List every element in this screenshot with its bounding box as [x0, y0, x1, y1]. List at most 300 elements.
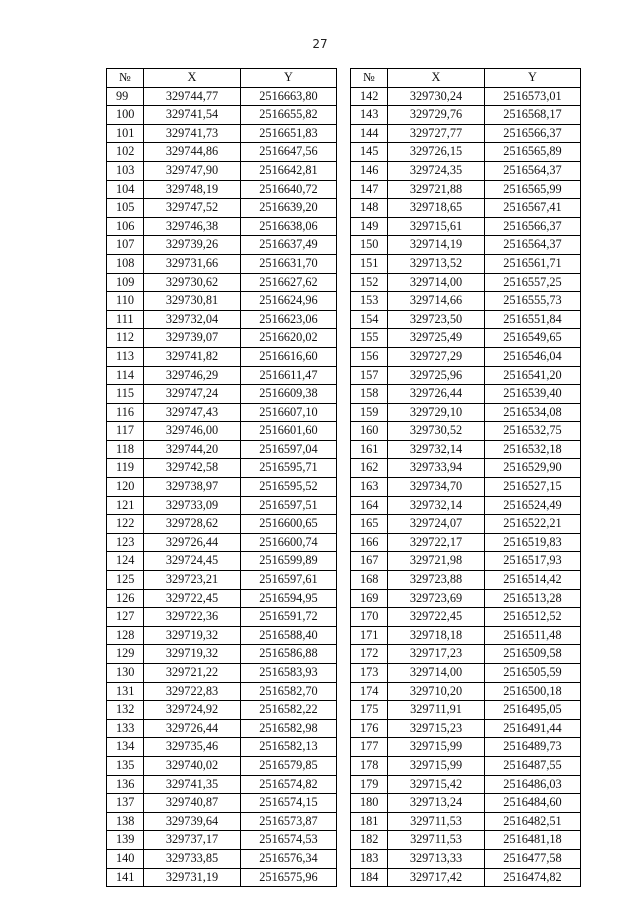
column-gap [337, 701, 351, 720]
right-point-number: 177 [351, 738, 388, 757]
left-x-coordinate: 329730,81 [144, 292, 241, 311]
column-gap [337, 626, 351, 645]
left-y-coordinate: 2516595,71 [241, 459, 337, 478]
header-number-left: № [107, 69, 144, 88]
right-point-number: 158 [351, 385, 388, 404]
right-x-coordinate: 329725,49 [388, 329, 485, 348]
right-y-coordinate: 2516568,17 [485, 106, 581, 125]
right-x-coordinate: 329726,15 [388, 143, 485, 162]
right-y-coordinate: 2516487,55 [485, 756, 581, 775]
left-x-coordinate: 329730,62 [144, 273, 241, 292]
right-y-coordinate: 2516484,60 [485, 794, 581, 813]
right-x-coordinate: 329718,65 [388, 199, 485, 218]
table-row [107, 664, 581, 683]
column-gap [337, 515, 351, 534]
right-y-coordinate: 2516567,41 [485, 199, 581, 218]
right-x-coordinate: 329723,50 [388, 310, 485, 329]
column-gap [337, 794, 351, 813]
left-x-coordinate: 329744,20 [144, 440, 241, 459]
table-row [107, 292, 581, 311]
column-gap [337, 403, 351, 422]
left-x-coordinate: 329733,09 [144, 496, 241, 515]
left-point-number: 132 [107, 701, 144, 720]
right-x-coordinate: 329730,52 [388, 422, 485, 441]
column-gap [337, 217, 351, 236]
left-x-coordinate: 329722,83 [144, 682, 241, 701]
right-y-coordinate: 2516566,37 [485, 124, 581, 143]
column-gap [337, 459, 351, 478]
right-y-coordinate: 2516511,48 [485, 626, 581, 645]
left-x-coordinate: 329731,66 [144, 254, 241, 273]
left-point-number: 135 [107, 756, 144, 775]
right-y-coordinate: 2516564,37 [485, 236, 581, 255]
left-point-number: 100 [107, 106, 144, 125]
right-point-number: 183 [351, 849, 388, 868]
left-x-coordinate: 329741,35 [144, 775, 241, 794]
left-point-number: 113 [107, 347, 144, 366]
table-row [107, 161, 581, 180]
coordinates-table [106, 68, 581, 887]
table-row [107, 273, 581, 292]
left-y-coordinate: 2516627,62 [241, 273, 337, 292]
left-y-coordinate: 2516639,20 [241, 199, 337, 218]
right-y-coordinate: 2516500,18 [485, 682, 581, 701]
right-point-number: 149 [351, 217, 388, 236]
column-gap [337, 124, 351, 143]
right-x-coordinate: 329717,42 [388, 868, 485, 887]
table-row [107, 254, 581, 273]
table-row [107, 478, 581, 497]
left-point-number: 137 [107, 794, 144, 813]
column-gap [337, 440, 351, 459]
left-point-number: 130 [107, 664, 144, 683]
left-y-coordinate: 2516616,60 [241, 347, 337, 366]
right-x-coordinate: 329724,07 [388, 515, 485, 534]
right-x-coordinate: 329723,88 [388, 571, 485, 590]
right-x-coordinate: 329714,00 [388, 664, 485, 683]
header-y-right: Y [485, 69, 581, 88]
right-x-coordinate: 329727,77 [388, 124, 485, 143]
right-x-coordinate: 329715,99 [388, 756, 485, 775]
right-y-coordinate: 2516505,59 [485, 664, 581, 683]
left-point-number: 140 [107, 849, 144, 868]
table-row [107, 310, 581, 329]
right-point-number: 159 [351, 403, 388, 422]
right-x-coordinate: 329721,88 [388, 180, 485, 199]
header-x-left: X [144, 69, 241, 88]
column-gap [337, 645, 351, 664]
column-gap [337, 831, 351, 850]
left-x-coordinate: 329747,90 [144, 161, 241, 180]
header-x-right: X [388, 69, 485, 88]
column-gap [337, 478, 351, 497]
table-row [107, 180, 581, 199]
table-row [107, 106, 581, 125]
right-point-number: 157 [351, 366, 388, 385]
right-point-number: 172 [351, 645, 388, 664]
left-x-coordinate: 329724,92 [144, 701, 241, 720]
table-body [107, 87, 581, 887]
left-x-coordinate: 329746,29 [144, 366, 241, 385]
left-x-coordinate: 329742,58 [144, 459, 241, 478]
table-row [107, 87, 581, 106]
right-x-coordinate: 329730,24 [388, 87, 485, 106]
table-row [107, 347, 581, 366]
right-x-coordinate: 329713,24 [388, 794, 485, 813]
left-y-coordinate: 2516588,40 [241, 626, 337, 645]
left-point-number: 102 [107, 143, 144, 162]
column-gap [337, 496, 351, 515]
left-y-coordinate: 2516647,56 [241, 143, 337, 162]
left-x-coordinate: 329747,52 [144, 199, 241, 218]
right-y-coordinate: 2516514,42 [485, 571, 581, 590]
left-y-coordinate: 2516576,34 [241, 849, 337, 868]
left-point-number: 125 [107, 571, 144, 590]
column-gap [337, 756, 351, 775]
column-gap [337, 738, 351, 757]
right-x-coordinate: 329715,61 [388, 217, 485, 236]
right-y-coordinate: 2516477,58 [485, 849, 581, 868]
right-y-coordinate: 2516524,49 [485, 496, 581, 515]
column-gap [337, 589, 351, 608]
right-x-coordinate: 329727,29 [388, 347, 485, 366]
left-x-coordinate: 329746,38 [144, 217, 241, 236]
left-x-coordinate: 329739,26 [144, 236, 241, 255]
right-y-coordinate: 2516481,18 [485, 831, 581, 850]
column-gap [337, 69, 351, 88]
left-x-coordinate: 329738,97 [144, 478, 241, 497]
table-row [107, 719, 581, 738]
left-x-coordinate: 329719,32 [144, 645, 241, 664]
left-x-coordinate: 329741,82 [144, 347, 241, 366]
left-point-number: 117 [107, 422, 144, 441]
left-point-number: 111 [107, 310, 144, 329]
left-y-coordinate: 2516642,81 [241, 161, 337, 180]
right-point-number: 153 [351, 292, 388, 311]
right-x-coordinate: 329711,91 [388, 701, 485, 720]
column-gap [337, 106, 351, 125]
table-row [107, 385, 581, 404]
left-y-coordinate: 2516597,61 [241, 571, 337, 590]
column-gap [337, 849, 351, 868]
left-x-coordinate: 329744,86 [144, 143, 241, 162]
left-point-number: 101 [107, 124, 144, 143]
right-x-coordinate: 329711,53 [388, 831, 485, 850]
table-row [107, 496, 581, 515]
left-y-coordinate: 2516600,74 [241, 533, 337, 552]
right-point-number: 147 [351, 180, 388, 199]
left-point-number: 106 [107, 217, 144, 236]
right-x-coordinate: 329718,18 [388, 626, 485, 645]
column-gap [337, 161, 351, 180]
table-row [107, 533, 581, 552]
right-x-coordinate: 329723,69 [388, 589, 485, 608]
right-y-coordinate: 2516534,08 [485, 403, 581, 422]
right-y-coordinate: 2516489,73 [485, 738, 581, 757]
column-gap [337, 180, 351, 199]
table-row [107, 422, 581, 441]
table-row [107, 329, 581, 348]
right-y-coordinate: 2516527,15 [485, 478, 581, 497]
left-y-coordinate: 2516582,98 [241, 719, 337, 738]
left-y-coordinate: 2516582,70 [241, 682, 337, 701]
column-gap [337, 199, 351, 218]
left-y-coordinate: 2516574,15 [241, 794, 337, 813]
column-gap [337, 682, 351, 701]
right-point-number: 173 [351, 664, 388, 683]
right-x-coordinate: 329732,14 [388, 496, 485, 515]
left-point-number: 136 [107, 775, 144, 794]
right-point-number: 152 [351, 273, 388, 292]
right-x-coordinate: 329724,35 [388, 161, 485, 180]
left-point-number: 118 [107, 440, 144, 459]
column-gap [337, 868, 351, 887]
column-gap [337, 143, 351, 162]
left-x-coordinate: 329737,17 [144, 831, 241, 850]
left-y-coordinate: 2516623,06 [241, 310, 337, 329]
column-gap [337, 385, 351, 404]
right-y-coordinate: 2516517,93 [485, 552, 581, 571]
right-y-coordinate: 2516474,82 [485, 868, 581, 887]
right-y-coordinate: 2516546,04 [485, 347, 581, 366]
table-row [107, 124, 581, 143]
right-x-coordinate: 329722,17 [388, 533, 485, 552]
right-point-number: 148 [351, 199, 388, 218]
left-x-coordinate: 329741,73 [144, 124, 241, 143]
right-y-coordinate: 2516529,90 [485, 459, 581, 478]
left-point-number: 105 [107, 199, 144, 218]
right-point-number: 160 [351, 422, 388, 441]
column-gap [337, 273, 351, 292]
left-point-number: 109 [107, 273, 144, 292]
right-point-number: 161 [351, 440, 388, 459]
column-gap [337, 329, 351, 348]
right-y-coordinate: 2516555,73 [485, 292, 581, 311]
left-x-coordinate: 329723,21 [144, 571, 241, 590]
right-x-coordinate: 329711,53 [388, 812, 485, 831]
right-x-coordinate: 329721,98 [388, 552, 485, 571]
right-x-coordinate: 329715,42 [388, 775, 485, 794]
left-y-coordinate: 2516624,96 [241, 292, 337, 311]
left-y-coordinate: 2516620,02 [241, 329, 337, 348]
column-gap [337, 719, 351, 738]
right-y-coordinate: 2516565,89 [485, 143, 581, 162]
left-point-number: 110 [107, 292, 144, 311]
right-y-coordinate: 2516565,99 [485, 180, 581, 199]
right-point-number: 170 [351, 608, 388, 627]
table-row [107, 868, 581, 887]
table-row [107, 608, 581, 627]
header-y-left: Y [241, 69, 337, 88]
right-y-coordinate: 2516495,05 [485, 701, 581, 720]
right-point-number: 165 [351, 515, 388, 534]
left-point-number: 141 [107, 868, 144, 887]
left-x-coordinate: 329744,77 [144, 87, 241, 106]
column-gap [337, 422, 351, 441]
left-y-coordinate: 2516575,96 [241, 868, 337, 887]
left-x-coordinate: 329740,02 [144, 756, 241, 775]
table-row [107, 440, 581, 459]
column-gap [337, 664, 351, 683]
right-point-number: 162 [351, 459, 388, 478]
right-x-coordinate: 329734,70 [388, 478, 485, 497]
right-x-coordinate: 329715,99 [388, 738, 485, 757]
right-point-number: 175 [351, 701, 388, 720]
left-y-coordinate: 2516574,53 [241, 831, 337, 850]
right-y-coordinate: 2516573,01 [485, 87, 581, 106]
right-x-coordinate: 329713,33 [388, 849, 485, 868]
left-point-number: 108 [107, 254, 144, 273]
left-y-coordinate: 2516607,10 [241, 403, 337, 422]
left-y-coordinate: 2516638,06 [241, 217, 337, 236]
right-point-number: 144 [351, 124, 388, 143]
column-gap [337, 292, 351, 311]
left-y-coordinate: 2516574,82 [241, 775, 337, 794]
right-point-number: 150 [351, 236, 388, 255]
left-x-coordinate: 329726,44 [144, 719, 241, 738]
table-row [107, 701, 581, 720]
left-point-number: 116 [107, 403, 144, 422]
right-y-coordinate: 2516513,28 [485, 589, 581, 608]
left-point-number: 104 [107, 180, 144, 199]
right-x-coordinate: 329714,00 [388, 273, 485, 292]
right-x-coordinate: 329733,94 [388, 459, 485, 478]
left-point-number: 123 [107, 533, 144, 552]
left-y-coordinate: 2516631,70 [241, 254, 337, 273]
left-y-coordinate: 2516583,93 [241, 664, 337, 683]
left-point-number: 103 [107, 161, 144, 180]
table-row [107, 199, 581, 218]
right-point-number: 182 [351, 831, 388, 850]
column-gap [337, 254, 351, 273]
right-point-number: 178 [351, 756, 388, 775]
left-y-coordinate: 2516609,38 [241, 385, 337, 404]
table-row [107, 626, 581, 645]
left-x-coordinate: 329732,04 [144, 310, 241, 329]
left-x-coordinate: 329722,45 [144, 589, 241, 608]
column-gap [337, 347, 351, 366]
left-y-coordinate: 2516597,04 [241, 440, 337, 459]
left-point-number: 119 [107, 459, 144, 478]
left-y-coordinate: 2516591,72 [241, 608, 337, 627]
left-point-number: 127 [107, 608, 144, 627]
page-number: 27 [312, 37, 328, 51]
left-y-coordinate: 2516594,95 [241, 589, 337, 608]
right-point-number: 181 [351, 812, 388, 831]
left-x-coordinate: 329739,07 [144, 329, 241, 348]
right-point-number: 176 [351, 719, 388, 738]
right-x-coordinate: 329725,96 [388, 366, 485, 385]
right-point-number: 180 [351, 794, 388, 813]
table-row [107, 459, 581, 478]
left-point-number: 133 [107, 719, 144, 738]
right-point-number: 174 [351, 682, 388, 701]
left-x-coordinate: 329726,44 [144, 533, 241, 552]
left-x-coordinate: 329721,22 [144, 664, 241, 683]
left-point-number: 124 [107, 552, 144, 571]
right-point-number: 171 [351, 626, 388, 645]
left-x-coordinate: 329719,32 [144, 626, 241, 645]
left-x-coordinate: 329735,46 [144, 738, 241, 757]
right-x-coordinate: 329722,45 [388, 608, 485, 627]
left-point-number: 126 [107, 589, 144, 608]
right-point-number: 166 [351, 533, 388, 552]
column-gap [337, 366, 351, 385]
column-gap [337, 571, 351, 590]
left-x-coordinate: 329739,64 [144, 812, 241, 831]
right-point-number: 184 [351, 868, 388, 887]
left-point-number: 99 [107, 87, 144, 106]
right-x-coordinate: 329729,76 [388, 106, 485, 125]
table-row [107, 403, 581, 422]
left-point-number: 128 [107, 626, 144, 645]
right-point-number: 179 [351, 775, 388, 794]
left-point-number: 115 [107, 385, 144, 404]
table-row [107, 552, 581, 571]
left-y-coordinate: 2516595,52 [241, 478, 337, 497]
right-x-coordinate: 329714,19 [388, 236, 485, 255]
table-row [107, 236, 581, 255]
column-gap [337, 775, 351, 794]
left-y-coordinate: 2516640,72 [241, 180, 337, 199]
table-row [107, 756, 581, 775]
right-y-coordinate: 2516482,51 [485, 812, 581, 831]
right-x-coordinate: 329710,20 [388, 682, 485, 701]
table-row [107, 812, 581, 831]
right-y-coordinate: 2516532,18 [485, 440, 581, 459]
right-y-coordinate: 2516509,58 [485, 645, 581, 664]
left-x-coordinate: 329733,85 [144, 849, 241, 868]
left-y-coordinate: 2516599,89 [241, 552, 337, 571]
header-number-right: № [351, 69, 388, 88]
left-point-number: 122 [107, 515, 144, 534]
left-x-coordinate: 329731,19 [144, 868, 241, 887]
right-y-coordinate: 2516564,37 [485, 161, 581, 180]
column-gap [337, 87, 351, 106]
right-point-number: 146 [351, 161, 388, 180]
right-x-coordinate: 329726,44 [388, 385, 485, 404]
left-x-coordinate: 329747,43 [144, 403, 241, 422]
column-gap [337, 552, 351, 571]
left-y-coordinate: 2516573,87 [241, 812, 337, 831]
left-x-coordinate: 329728,62 [144, 515, 241, 534]
table-row [107, 515, 581, 534]
left-y-coordinate: 2516582,22 [241, 701, 337, 720]
right-x-coordinate: 329713,52 [388, 254, 485, 273]
left-y-coordinate: 2516601,60 [241, 422, 337, 441]
left-point-number: 121 [107, 496, 144, 515]
left-point-number: 134 [107, 738, 144, 757]
left-point-number: 139 [107, 831, 144, 850]
left-point-number: 131 [107, 682, 144, 701]
column-gap [337, 608, 351, 627]
table-row [107, 571, 581, 590]
right-point-number: 164 [351, 496, 388, 515]
table-row [107, 143, 581, 162]
left-y-coordinate: 2516637,49 [241, 236, 337, 255]
table-row [107, 589, 581, 608]
table-row [107, 849, 581, 868]
right-point-number: 154 [351, 310, 388, 329]
left-y-coordinate: 2516586,88 [241, 645, 337, 664]
table-row [107, 366, 581, 385]
left-x-coordinate: 329746,00 [144, 422, 241, 441]
left-y-coordinate: 2516663,80 [241, 87, 337, 106]
left-y-coordinate: 2516600,65 [241, 515, 337, 534]
right-point-number: 143 [351, 106, 388, 125]
column-gap [337, 310, 351, 329]
right-point-number: 168 [351, 571, 388, 590]
